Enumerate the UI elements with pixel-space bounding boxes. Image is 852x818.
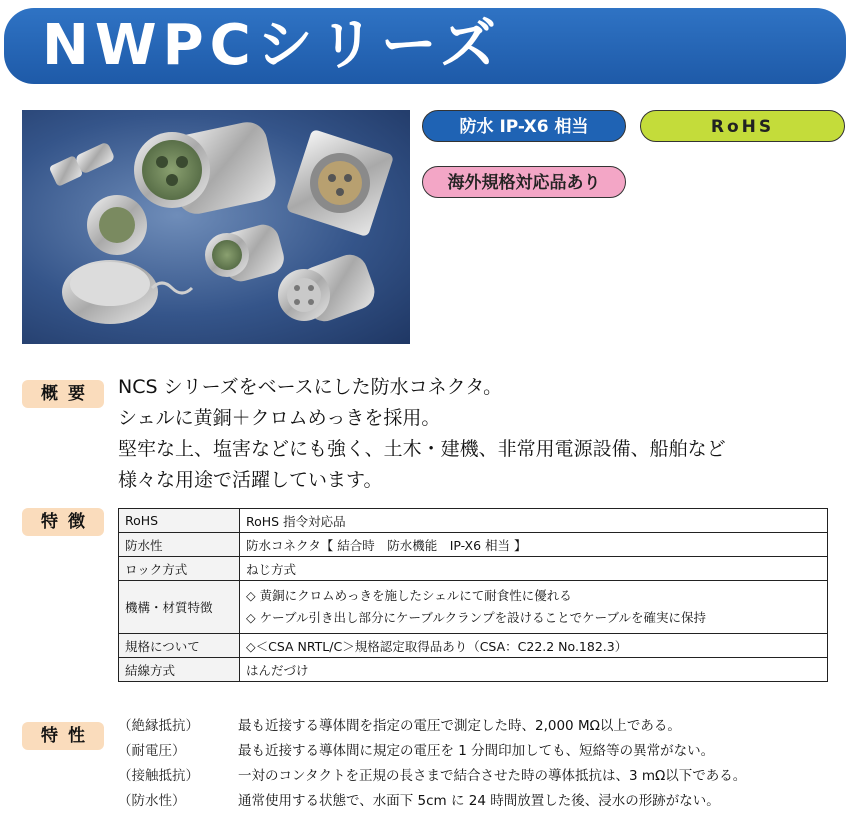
flange-receptacle-icon <box>286 129 394 237</box>
connector-illustration <box>22 110 410 344</box>
spec-value: RoHS 指令対応品 <box>240 509 828 533</box>
characteristic-value: 最も近接する導体間に規定の電圧を 1 分間印加しても、短絡等の異常がない。 <box>238 743 715 759</box>
list-item <box>118 739 746 764</box>
pin-plug-icon <box>278 250 379 327</box>
characteristics-label: 特性 <box>22 722 104 750</box>
cap-icon <box>62 260 192 324</box>
table-row <box>119 557 828 581</box>
table-row <box>119 581 828 634</box>
spec-value: ◇＜CSA NRTL/C＞規格認定取得品あり（CSA：C22.2 No.182.3） <box>240 634 828 658</box>
spec-key: 規格について <box>119 634 240 658</box>
overview-line: シェルに黄銅＋クロムめっきを採用。 <box>118 407 441 429</box>
product-photo <box>22 110 410 344</box>
spec-value-line: ◇ ケーブル引き出し部分にケーブルクランプを設けることでケーブルを確実に保持 <box>246 610 706 625</box>
list-item <box>118 764 746 789</box>
spec-key: 機構・材質特徴 <box>119 581 240 634</box>
rohs-badge: RoHS <box>640 110 845 142</box>
spec-value: ねじ方式 <box>240 557 828 581</box>
characteristic-value: 一対のコンタクトを正規の長さまで結合させた時の導体抵抗は、3 mΩ以下である。 <box>238 768 747 784</box>
medium-plug-icon <box>205 221 287 285</box>
table-row <box>119 509 828 533</box>
spec-key: 防水性 <box>119 533 240 557</box>
characteristic-value: 通常使用する状態で、水面下 5cm に 24 時間放置した後、浸水の形跡がない。 <box>238 793 720 809</box>
small-plug-icon <box>49 141 116 187</box>
features-label: 特徴 <box>22 508 104 536</box>
table-row <box>119 634 828 658</box>
table-row <box>119 658 828 682</box>
characteristic-key: （防水性） <box>118 793 186 809</box>
spec-value: はんだづけ <box>240 658 828 682</box>
table-row <box>119 533 828 557</box>
spec-value-line: ◇ 黄銅にクロムめっきを施したシェルにて耐食性に優れる <box>246 588 572 603</box>
features-table <box>118 508 828 682</box>
overview-label: 概要 <box>22 380 104 408</box>
waterproof-badge: 防水 IP-X6 相当 <box>422 110 626 142</box>
overview-text <box>118 372 726 496</box>
list-item <box>118 789 746 814</box>
spec-key: ロック方式 <box>119 557 240 581</box>
characteristic-key: （耐電圧） <box>118 743 186 759</box>
overview-line: NCS シリーズをベースにした防水コネクタ。 <box>118 376 503 398</box>
characteristics-list <box>118 714 746 814</box>
title-banner <box>4 8 846 84</box>
spec-value <box>240 581 828 634</box>
spec-value: 防水コネクタ【 結合時 防水機能 IP-X6 相当 】 <box>240 533 828 557</box>
characteristic-key: （絶縁抵抗） <box>118 718 199 734</box>
page-title: NWPCシリーズ <box>42 13 502 78</box>
overview-line: 堅牢な上、塩害などにも強く、土木・建機、非常用電源設備、船舶など <box>118 438 726 460</box>
spec-key: RoHS <box>119 509 240 533</box>
spec-key: 結線方式 <box>119 658 240 682</box>
list-item <box>118 714 746 739</box>
characteristic-key: （接触抵抗） <box>118 768 199 784</box>
large-plug-icon <box>134 118 279 217</box>
round-flange-icon <box>87 195 147 255</box>
overview-line: 様々な用途で活躍しています。 <box>118 469 383 491</box>
overseas-standard-badge: 海外規格対応品あり <box>422 166 626 198</box>
characteristic-value: 最も近接する導体間を指定の電圧で測定した時、2,000 MΩ以上である。 <box>238 718 681 734</box>
